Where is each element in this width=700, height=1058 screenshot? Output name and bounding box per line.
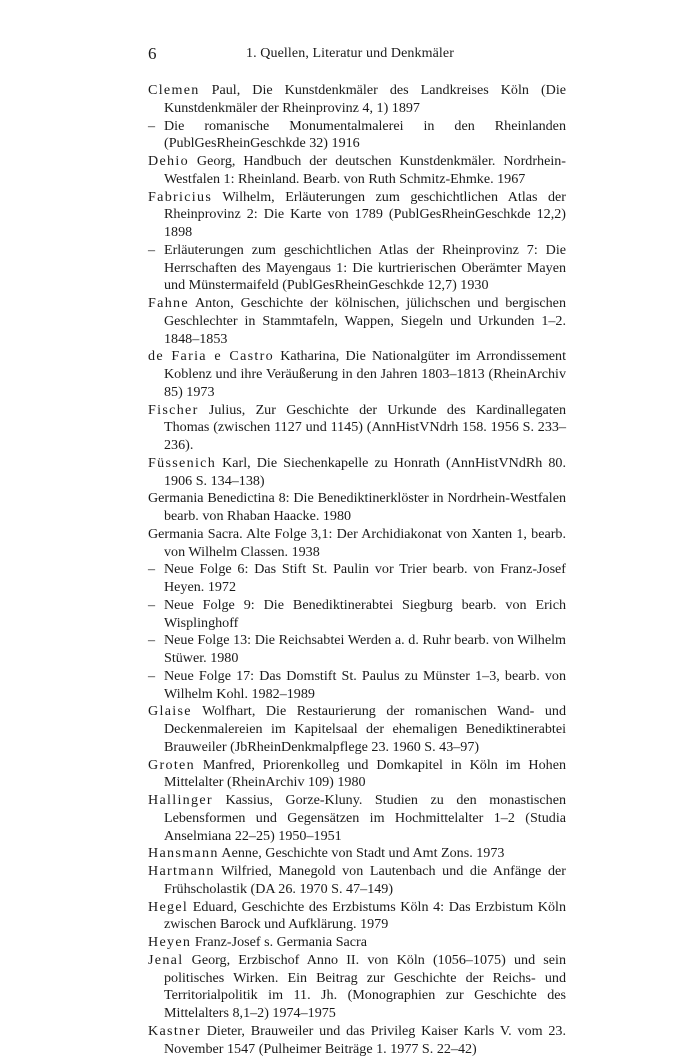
continuation-dash: – [148,561,156,578]
bibliography-entry [148,490,566,526]
bibliography-entry [148,1023,566,1058]
continuation-dash: – [148,596,156,613]
entry-text: Paul, Die Kunstdenkmäler des Landkreises Köln (Die Kunstdenkmäler der Rheinprovinz 4, 1) 1897 [164,82,566,116]
entry-author: Kastner [148,1022,201,1039]
entry-text: Kassius, Gorze-Kluny. Studien zu den monastischen Lebensformen und Gegensätzen im Hochmittelalter 1–2 (Studia Anselmiana 22–25) 1950–1951 [164,792,566,844]
entry-author: Glaise [148,703,192,720]
entry-author: Fabricius [148,188,213,205]
bibliography-entry [148,455,566,491]
entry-author: Hegel [148,898,189,915]
bibliography-entry [148,757,566,793]
entry-text: Wilfried, Manegold von Lautenbach und die Anfänge der Frühscholastik (DA 26. 1970 S. 47–149) [164,863,566,897]
entry-text: Julius, Zur Geschichte der Urkunde des Kardinallegaten Thomas (zwischen 1127 und 1145) (AnnHistVNdrh 158. 1956 S. 233–236). [164,401,566,453]
entry-author: Füssenich [148,454,217,471]
bibliography-entry [148,526,566,562]
entry-text: Franz-Josef s. Germania Sacra [191,934,368,950]
bibliography-entry [148,295,566,348]
continuation-dash: – [148,241,156,258]
entry-text: Neue Folge 13: Die Reichsabtei Werden a. d. Ruhr bearb. von Wilhelm Stüwer. 1980 [164,632,566,666]
entry-author: Fischer [148,401,199,418]
bibliography-entry [148,845,566,863]
bibliography-entry [148,703,566,756]
bibliography-entry [148,82,566,118]
entry-text: Germania Sacra. Alte Folge 3,1: Der Archidiakonat von Xanten 1, bearb. von Wilhelm Classen. 1938 [148,525,566,560]
bibliography-entry [148,153,566,189]
entry-text: Germania Benedictina 8: Die Benediktinerklöster in Nordrhein-Westfalen bearb. von Rhaban Haacke. 1980 [148,490,566,524]
page-number: 6 [148,44,157,63]
bibliography-entry [148,863,566,899]
entry-author: Groten [148,756,195,773]
entry-author: Jenal [148,951,184,968]
entry-text: Dieter, Brauweiler und das Privileg Kaiser Karls V. vom 23. November 1547 (Pulheimer Beiträge 1. 1977 S. 22–42) [164,1022,566,1057]
bibliography-continuation-entry [148,632,566,668]
entry-text: Wilhelm, Erläuterungen zum geschichtlichen Atlas der Rheinprovinz 2: Die Karte von 1789 (PublGesRheinGeschkde 12,2) 1898 [164,188,566,240]
bibliography-entry [148,952,566,1023]
entry-text: Georg, Handbuch der deutschen Kunstdenkmäler. Nordrhein-Westfalen 1: Rheinland. Bearb. von Ruth Schmitz-Ehmke. 1967 [164,153,566,187]
bibliography-list [148,82,566,1058]
entry-text: Karl, Die Siechenkapelle zu Honrath (AnnHistVNdRh 80. 1906 S. 134–138) [164,454,566,489]
entry-author: Fahne [148,295,189,311]
bibliography-continuation-entry [148,242,566,295]
bibliography-entry [148,899,566,935]
entry-text: Wolfhart, Die Restaurierung der romanischen Wand- und Deckenmalereien im Kapitelsaal der ehemaligen Benediktinerabtei Brauweiler (JbRheinDenkmalpflege 23. 1960 S. 43–97) [164,703,566,755]
entry-author: Dehio [148,153,189,169]
bibliography-entry [148,792,566,845]
continuation-dash: – [148,667,156,684]
entry-author: Hallinger [148,792,213,808]
entry-text: Georg, Erzbischof Anno II. von Köln (1056–1075) und sein politisches Wirken. Ein Beitrag zur Geschichte der Reichs- und Territorialpolitik im 11. Jh. (Monographien zur Geschichte des Mittelalters 8,1–2) 1974–1975 [164,951,566,1021]
entry-text: Anton, Geschichte der kölnischen, jülichschen und bergischen Geschlechter in Stammtafeln, Wappen, Siegeln und Urkunden 1–2. 1848–1853 [164,295,566,347]
entry-text: Aenne, Geschichte von Stadt und Amt Zons. 1973 [218,845,505,862]
entry-text: Manfred, Priorenkolleg und Domkapitel in Köln im Hohen Mittelalter (RheinArchiv 109) 1980 [164,756,566,791]
entry-text: Eduard, Geschichte des Erzbistums Köln 4: Das Erzbistum Köln zwischen Barock und Aufklärung. 1979 [164,898,566,933]
entry-text: Katharina, Die Nationalgüter im Arrondissement Koblenz und ihre Veräußerung in den Jahren 1803–1813 (RheinArchiv 85) 1973 [164,348,567,400]
entry-text: Neue Folge 9: Die Benediktinerabtei Siegburg bearb. von Erich Wisplinghoff [164,596,566,631]
entry-author: de Faria e Castro [148,348,274,365]
bibliography-continuation-entry [148,561,566,597]
bibliography-entry [148,348,566,401]
continuation-dash: – [148,632,156,649]
bibliography-continuation-entry [148,118,566,154]
entry-author: Clemen [148,82,200,98]
continuation-dash: – [148,117,156,134]
entry-author: Heyen [148,934,192,950]
bibliography-entry [148,189,566,242]
running-head: 1. Quellen, Literatur und Denkmäler [246,46,454,61]
entry-text: Die romanische Monumentalmalerei in den Rheinlanden (PublGesRheinGeschkde 32) 1916 [164,117,566,152]
bibliography-continuation-entry [148,668,566,704]
bibliography-entry [148,934,566,952]
bibliography-entry [148,402,566,455]
entry-author: Hansmann [148,845,219,862]
entry-text: Neue Folge 6: Das Stift St. Paulin vor Trier bearb. von Franz-Josef Heyen. 1972 [164,561,566,595]
entry-text: Erläuterungen zum geschichtlichen Atlas der Rheinprovinz 7: Die Herrschaften des Mayengaus 1: Die kurtrierischen Oberämter Mayen und Münstermaifeld (PublGesRheinGeschkde 12,7) 1930 [164,241,566,294]
entry-text: Neue Folge 17: Das Domstift St. Paulus zu Münster 1–3, bearb. von Wilhelm Kohl. 1982–1989 [164,667,566,702]
bibliography-continuation-entry [148,597,566,633]
entry-author: Hartmann [148,863,215,879]
